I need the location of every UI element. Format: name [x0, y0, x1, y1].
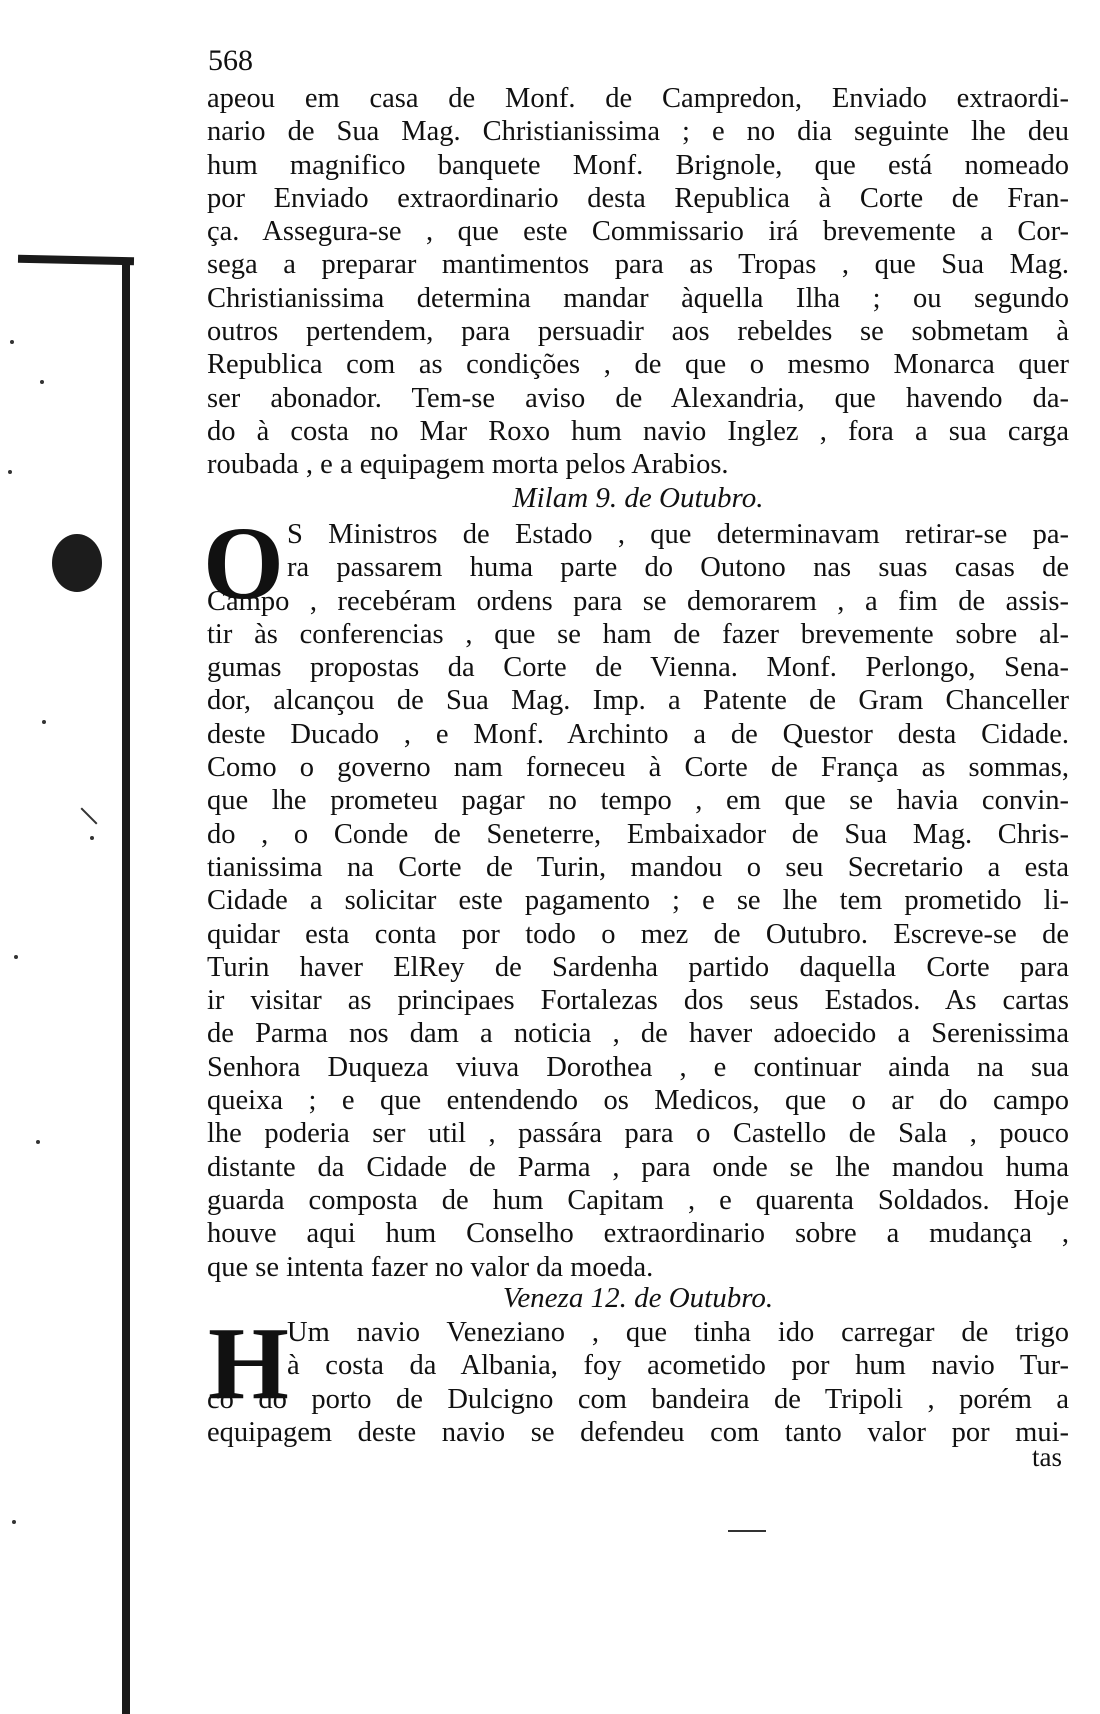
text-line: lhe poderia ser util , passára para o Castello de Sala , pouco	[207, 1118, 1069, 1150]
text-line: ir visitar as principaes Fortalezas dos seus Estados. As cartas	[207, 985, 1069, 1017]
speck	[14, 955, 18, 959]
text-line: Cidade a solicitar este pagamento ; e se lhe tem prometido li-	[207, 885, 1069, 917]
stray-mark	[81, 808, 98, 825]
text-line: tianissima na Corte de Turin, mandou o seu Secretario a esta	[207, 851, 1069, 883]
text-line: ser abonador. Tem-se aviso de Alexandria, que havendo da-	[207, 382, 1069, 414]
text-line: Um navio Veneziano , que tinha ido carregar de trigo	[287, 1317, 1069, 1348]
text-line: deste Ducado , e Monf. Archinto a de Questor desta Cidade.	[207, 718, 1069, 750]
text-line: S Ministros de Estado , que determinavam retirar-se pa-	[287, 519, 1069, 550]
drop-cap: O	[203, 506, 284, 621]
speck	[42, 720, 46, 724]
text-line: Como o governo nam forneceu à Corte de França as sommas,	[207, 752, 1069, 784]
text-line: hum magnifico banquete Monf. Brignole, que está nomeado	[207, 149, 1069, 181]
speck	[90, 836, 94, 840]
catchword: tas	[1032, 1442, 1062, 1472]
text-line: sega a preparar mantimentos para as Tropas , que Sua Mag.	[207, 249, 1069, 281]
binding-edge-top	[18, 255, 134, 265]
text-line: à costa da Albania, foy acometido por hum navio Tur-	[287, 1350, 1069, 1382]
paragraph-continuation	[207, 82, 1069, 482]
text-line: Campo , recebéram ordens para se demorarem , a fim de assis-	[207, 585, 1069, 617]
drop-cap: H	[208, 1306, 289, 1421]
text-line: dor, alcançou de Sua Mag. Imp. a Patente de Gram Chanceller	[207, 685, 1069, 717]
text-line: outros pertendem, para persuadir aos rebeldes se sobmetam à	[207, 316, 1069, 348]
dateline-heading: Veneza 12. de Outubro.	[502, 1282, 774, 1314]
speck	[36, 1140, 40, 1144]
text-line: ça. Assegura-se , que este Commissario irá brevemente a Cor-	[207, 216, 1069, 248]
text-line: quidar esta conta por todo o mez de Outubro. Escreve-se de	[207, 918, 1069, 950]
dateline-heading: Milam 9. de Outubro.	[512, 482, 764, 514]
paragraph-veneza	[207, 1316, 1069, 1449]
text-line: nario de Sua Mag. Christianissima ; e no dia seguinte lhe deu	[207, 116, 1069, 148]
speck	[10, 340, 14, 344]
page-number: 568	[208, 44, 253, 77]
text-line: guarda composta de hum Capitam , e quarenta Soldados. Hoje	[207, 1184, 1069, 1216]
text-line: ra passarem huma parte do Outono nas suas casas de	[287, 552, 1069, 584]
speck	[8, 470, 12, 474]
speck	[12, 1520, 16, 1524]
text-line: co do porto de Dulcigno com bandeira de Tripoli , porém a	[207, 1383, 1069, 1415]
text-line: tir às conferencias , que se ham de fazer brevemente sobre al-	[207, 618, 1069, 650]
text-line: Christianissima determina mandar àquella Ilha ; ou segundo	[207, 282, 1069, 314]
binding-edge-vertical	[122, 262, 130, 1714]
paragraph-milam	[207, 518, 1069, 1284]
text-line: do , o Conde de Seneterre, Embaixador de Sua Mag. Chris-	[207, 818, 1069, 850]
text-line: equipagem deste navio se defendeu com tanto valor por mui-	[207, 1416, 1069, 1448]
text-line: Turin haver ElRey de Sardenha partido daquella Corte para	[207, 951, 1069, 983]
text-line: distante da Cidade de Parma , para onde se lhe mandou huma	[207, 1151, 1069, 1183]
text-line: que se intenta fazer no valor da moeda.	[207, 1251, 654, 1283]
text-line: de Parma nos dam a noticia , de haver adoecido a Serenissima	[207, 1018, 1069, 1050]
speck	[40, 380, 44, 384]
text-line: roubada , e a equipagem morta pelos Arabios.	[207, 449, 729, 481]
text-line: do à costa no Mar Roxo hum navio Inglez , fora a sua carga	[207, 415, 1069, 447]
text-line: Senhora Duqueza viuva Dorothea , e continuar ainda na sua	[207, 1051, 1069, 1083]
text-line: houve aqui hum Conselho extraordinario sobre a mudança ,	[207, 1218, 1069, 1250]
text-line: queixa ; e que entendendo os Medicos, que o ar do campo	[207, 1085, 1069, 1117]
text-line: apeou em casa de Monf. de Campredon, Enviado extraordi-	[207, 83, 1069, 114]
stray-mark	[728, 1530, 766, 1532]
text-line: que lhe prometeu pagar no tempo , em que se havia convin-	[207, 785, 1069, 817]
ink-blot	[52, 534, 102, 592]
text-line: por Enviado extraordinario desta Republica à Corte de Fran-	[207, 182, 1069, 214]
text-line: gumas propostas da Corte de Vienna. Monf. Perlongo, Sena-	[207, 652, 1069, 684]
text-line: Republica com as condições , de que o mesmo Monarca quer	[207, 349, 1069, 381]
